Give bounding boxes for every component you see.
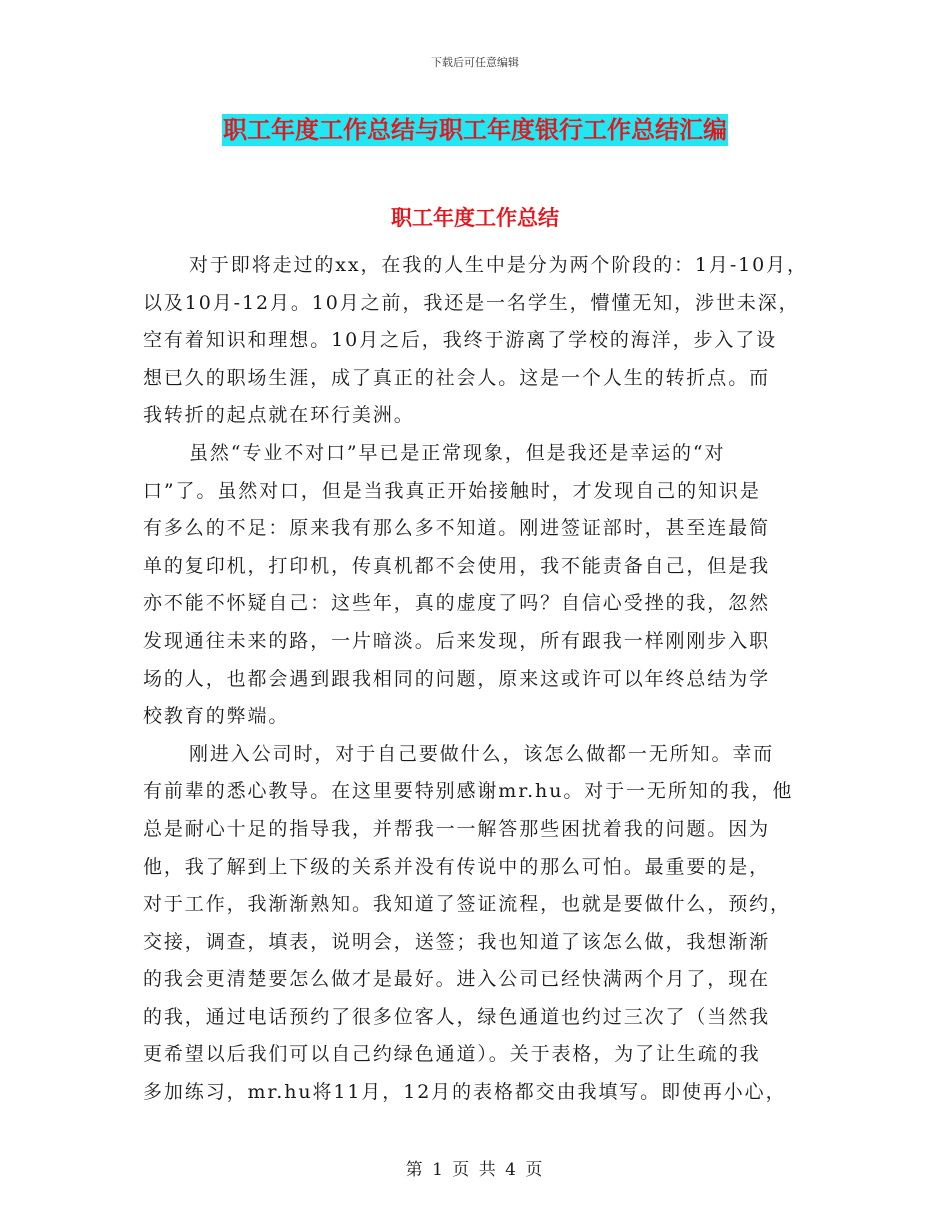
section-title: 职工年度工作总结 bbox=[391, 206, 559, 230]
paragraph-line: 的我会更清楚要怎么做才是最好。进入公司已经快满两个月了，现在 bbox=[143, 968, 771, 991]
paragraph-line: 发现通往未来的路，一片暗淡。后来发现，所有跟我一样刚刚步入职 bbox=[143, 629, 771, 652]
paragraph-line: 他，我了解到上下级的关系并没有传说中的那么可怕。最重要的是， bbox=[143, 855, 771, 878]
page-header-note: 下载后可任意编辑 bbox=[431, 56, 519, 69]
paragraph-line: 我转折的起点就在环行美洲。 bbox=[143, 404, 415, 427]
paragraph-line: 的我，通过电话预约了很多位客人，绿色通道也约过三次了（当然我 bbox=[143, 1005, 771, 1028]
paragraph-line: 对于工作，我渐渐熟知。我知道了签证流程，也就是要做什么，预约， bbox=[143, 893, 791, 916]
paragraph-line: 亦不能不怀疑自己：这些年，真的虚度了吗？自信心受挫的我，忽然 bbox=[143, 592, 771, 615]
page-number-footer: 第 1 页 共 4 页 bbox=[405, 1160, 545, 1180]
paragraph-line: 更希望以后我们可以自己约绿色通道）。关于表格，为了让生疏的我 bbox=[143, 1043, 761, 1066]
document-body bbox=[143, 247, 825, 1112]
paragraph-line: 口”了。虽然对口，但是当我真正开始接触时，才发现自己的知识是 bbox=[143, 479, 761, 502]
document-title-container bbox=[0, 114, 950, 146]
paragraph-line: 有前辈的悉心教导。在这里要特别感谢mr.hu。对于一无所知的我，他 bbox=[143, 780, 794, 803]
paragraph-line: 多加练习，mr.hu将11月，12月的表格都交由我填写。即使再小心， bbox=[143, 1081, 787, 1104]
document-title: 职工年度工作总结与职工年度银行工作总结汇编 bbox=[223, 116, 727, 144]
paragraph-line: 刚进入公司时，对于自己要做什么，该怎么做都一无所知。幸而 bbox=[189, 742, 775, 765]
paragraph-2 bbox=[143, 435, 825, 736]
paragraph-line: 空有着知识和理想。10月之后，我终于游离了学校的海洋，步入了设 bbox=[143, 329, 778, 352]
paragraph-line: 虽然“专业不对口”早已是正常现象，但是我还是幸运的“对 bbox=[189, 441, 726, 464]
paragraph-line: 校教育的弊端。 bbox=[143, 705, 290, 728]
paragraph-line: 总是耐心十足的指导我，并帮我一一解答那些困扰着我的问题。因为 bbox=[143, 817, 771, 840]
paragraph-line: 单的复印机，打印机，传真机都不会使用，我不能责备自己，但是我 bbox=[143, 554, 771, 577]
paragraph-line: 以及10月-12月。10月之前，我还是一名学生，懵懂无知，涉世未深， bbox=[143, 291, 800, 314]
paragraph-line: 交接，调查，填表，说明会，送签；我也知道了该怎么做，我想渐渐 bbox=[143, 930, 771, 953]
paragraph-3 bbox=[143, 736, 825, 1112]
paragraph-line: 想已久的职场生涯，成了真正的社会人。这是一个人生的转折点。而 bbox=[143, 366, 771, 389]
paragraph-line: 对于即将走过的xx，在我的人生中是分为两个阶段的：1月-10月， bbox=[189, 254, 808, 276]
paragraph-line: 有多么的不足：原来我有那么多不知道。刚进签证部时，甚至连最简 bbox=[143, 517, 771, 540]
paragraph-1 bbox=[143, 247, 825, 435]
paragraph-line: 场的人，也都会遇到跟我相同的问题，原来这或许可以年终总结为学 bbox=[143, 667, 771, 690]
